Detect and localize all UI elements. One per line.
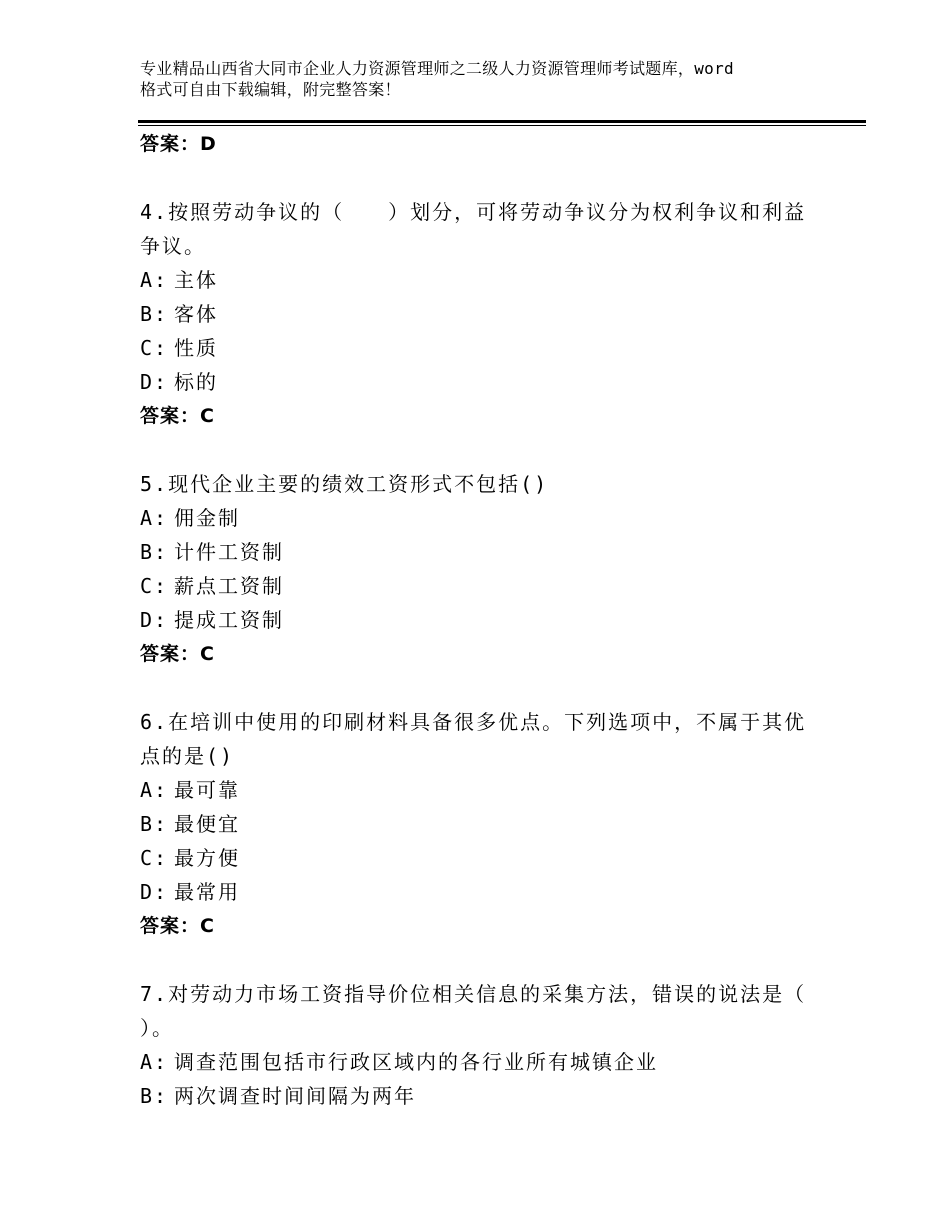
option-text: 性质 <box>174 336 218 360</box>
document-content <box>140 127 820 1113</box>
option-text: 最便宜 <box>174 812 240 836</box>
option-text: 佣金制 <box>174 506 240 530</box>
question-7 <box>140 977 820 1113</box>
option-d <box>140 365 820 399</box>
answer-5: 答案：C <box>140 643 215 665</box>
option-a <box>140 1045 820 1079</box>
option-text: 主体 <box>174 268 218 292</box>
option-letter: A: <box>140 778 169 802</box>
option-text: 客体 <box>174 302 218 326</box>
option-text: 调查范围包括市行政区域内的各行业所有城镇企业 <box>174 1050 658 1074</box>
option-c <box>140 841 820 875</box>
spacer <box>140 433 820 467</box>
option-a <box>140 501 820 535</box>
option-text: 最可靠 <box>174 778 240 802</box>
option-letter: B: <box>140 540 169 564</box>
option-letter: D: <box>140 608 169 632</box>
option-text: 薪点工资制 <box>174 574 284 598</box>
answer-4: 答案：C <box>140 405 215 427</box>
question-6 <box>140 705 820 943</box>
answer-6: 答案：C <box>140 915 215 937</box>
option-letter: D: <box>140 880 169 904</box>
option-letter: B: <box>140 1084 169 1108</box>
option-text: 提成工资制 <box>174 608 284 632</box>
option-c <box>140 569 820 603</box>
option-b <box>140 807 820 841</box>
spacer <box>140 671 820 705</box>
answer-3: 答案：D <box>140 133 217 155</box>
option-letter: A: <box>140 268 169 292</box>
header-line-2: 格式可自由下载编辑，附完整答案！ <box>140 80 401 99</box>
option-b <box>140 535 820 569</box>
option-a <box>140 773 820 807</box>
option-letter: A: <box>140 1050 169 1074</box>
header-line-1: 专业精品山西省大同市企业人力资源管理师之二级人力资源管理师考试题库，word <box>140 59 734 78</box>
option-a <box>140 263 820 297</box>
option-letter: C: <box>140 846 169 870</box>
option-letter: A: <box>140 506 169 530</box>
option-b <box>140 1079 820 1113</box>
question-4 <box>140 195 820 433</box>
option-letter: D: <box>140 370 169 394</box>
question-text: 6.在培训中使用的印刷材料具备很多优点。下列选项中，不属于其优点的是() <box>140 710 807 768</box>
question-5 <box>140 467 820 671</box>
option-letter: B: <box>140 302 169 326</box>
question-text: 5.现代企业主要的绩效工资形式不包括() <box>140 472 549 496</box>
option-letter: C: <box>140 574 169 598</box>
option-text: 计件工资制 <box>174 540 284 564</box>
option-c <box>140 331 820 365</box>
option-d <box>140 603 820 637</box>
option-letter: B: <box>140 812 169 836</box>
spacer <box>140 943 820 977</box>
question-text: 4.按照劳动争议的（ ）划分，可将劳动争议分为权利争议和利益争议。 <box>140 200 807 258</box>
option-d <box>140 875 820 909</box>
option-b <box>140 297 820 331</box>
option-text: 最方便 <box>174 846 240 870</box>
spacer <box>140 161 820 195</box>
header-rule-thick <box>138 120 866 123</box>
option-text: 标的 <box>174 370 218 394</box>
question-text: 7.对劳动力市场工资指导价位相关信息的采集方法，错误的说法是（ ）。 <box>140 982 807 1040</box>
option-letter: C: <box>140 336 169 360</box>
header-rule-thin <box>138 125 866 126</box>
option-text: 最常用 <box>174 880 240 904</box>
option-text: 两次调查时间间隔为两年 <box>174 1084 416 1108</box>
page-header <box>140 58 840 100</box>
